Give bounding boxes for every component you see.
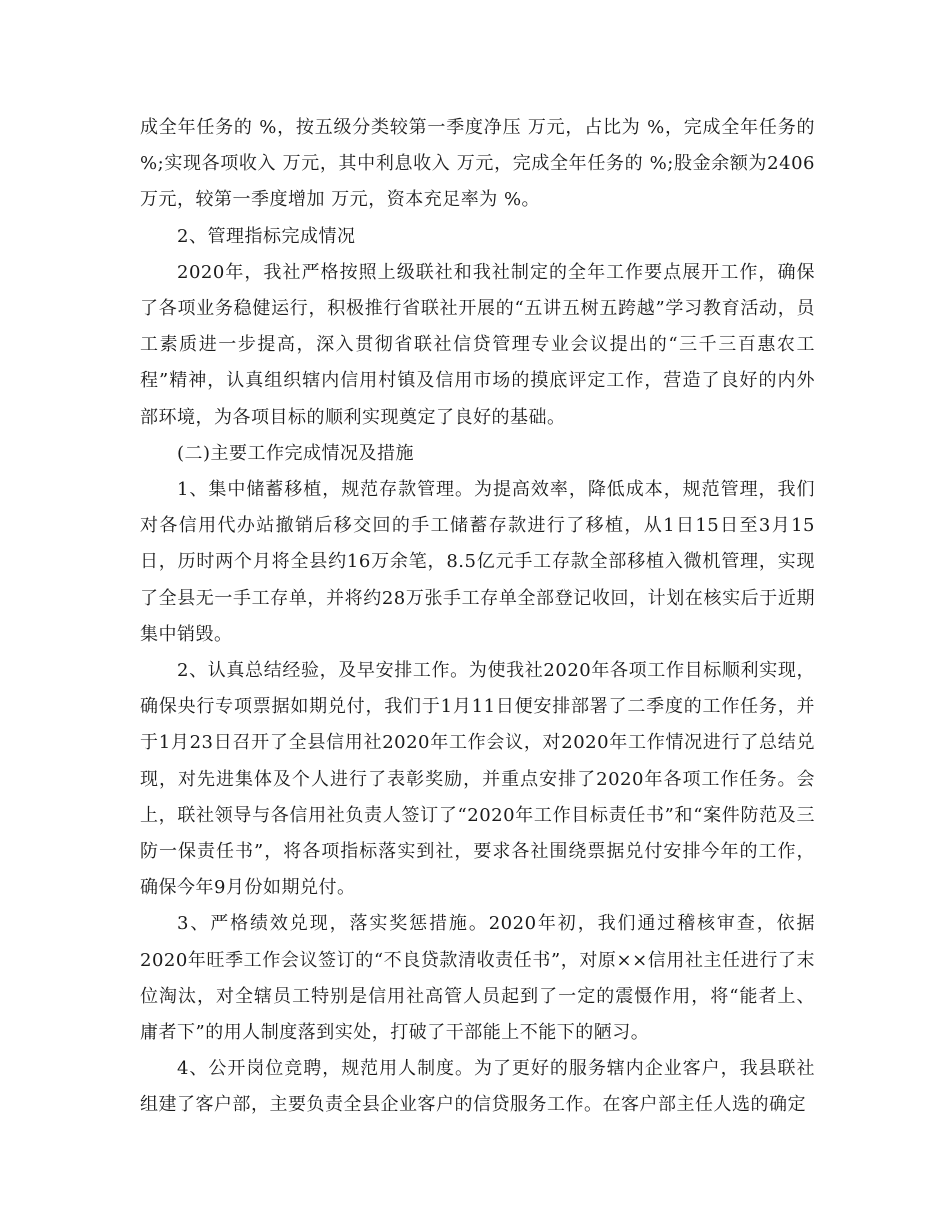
document-body [140, 110, 815, 1124]
paragraph-item-1: 1、集中储蓄移植，规范存款管理。为提高效率，降低成本，规范管理，我们对各信用代办站撤销后移交回的手工储蓄存款进行了移植，从1日15日至3月15日，历时两个月将全县约16万余笔，8.5亿元手工存款全部移植入微机管理，实现了全县无一手工存单，并将约28万张手工存单全部登记收回，计划在核实后于近期集中销毁。 [140, 479, 815, 645]
heading-management-indicators: 2、管理指标完成情况 [177, 225, 356, 247]
paragraph-item-2: 2、认真总结经验，及早安排工作。为使我社2020年各项工作目标顺利实现，确保央行专项票据如期兑付，我们于1月11日便安排部署了二季度的工作任务，并于1月23日召开了全县信用社2020年工作会议，对2020年工作情况进行了总结兑现，对先进集体及个人进行了表彰奖励，并重点安排了2020年各项工作任务。会上，联社领导与各信用社负责人签订了“2020年工作目标责任书”和“案件防范及三防一保责任书”，将各项指标落实到社，要求各社围绕票据兑付安排今年的工作，确保今年9月份如期兑付。 [140, 660, 815, 899]
paragraph-item-3: 3、严格绩效兑现，落实奖惩措施。2020年初，我们通过稽核审查，依据2020年旺季工作会议签订的“不良贷款清收责任书”，对原××信用社主任进行了末位淘汰，对全辖员工特别是信用社高管人员起到了一定的震慑作用，将“能者上、庸者下”的用人制度落到实处，打破了干部能上不能下的陋习。 [140, 913, 815, 1044]
heading-main-work: (二)主要工作完成情况及措施 [177, 442, 415, 464]
paragraph-item-4: 4、公开岗位竞聘，规范用人制度。为了更好的服务辖内企业客户，我县联社组建了客户部，主要负责全县企业客户的信贷服务工作。在客户部主任人选的确定 [140, 1058, 815, 1116]
paragraph-summary-continued: 成全年任务的 %，按五级分类较第一季度净压 万元，占比为 %，完成全年任务的 %;实现各项收入 万元，其中利息收入 万元，完成全年任务的 %;股金余额为2406万元，较第一季度增加 万元，资本充足率为 %。 [140, 117, 815, 211]
paragraph-management-indicators: 2020年，我社严格按照上级联社和我社制定的全年工作要点展开工作，确保了各项业务稳健运行，积极推行省联社开展的“五讲五树五跨越”学习教育活动，员工素质进一步提高，深入贯彻省联社信贷管理专业会议提出的“三千三百惠农工程”精神，认真组织辖内信用村镇及信用市场的摸底评定工作，营造了良好的内外部环境，为各项目标的顺利实现奠定了良好的基础。 [140, 261, 815, 428]
